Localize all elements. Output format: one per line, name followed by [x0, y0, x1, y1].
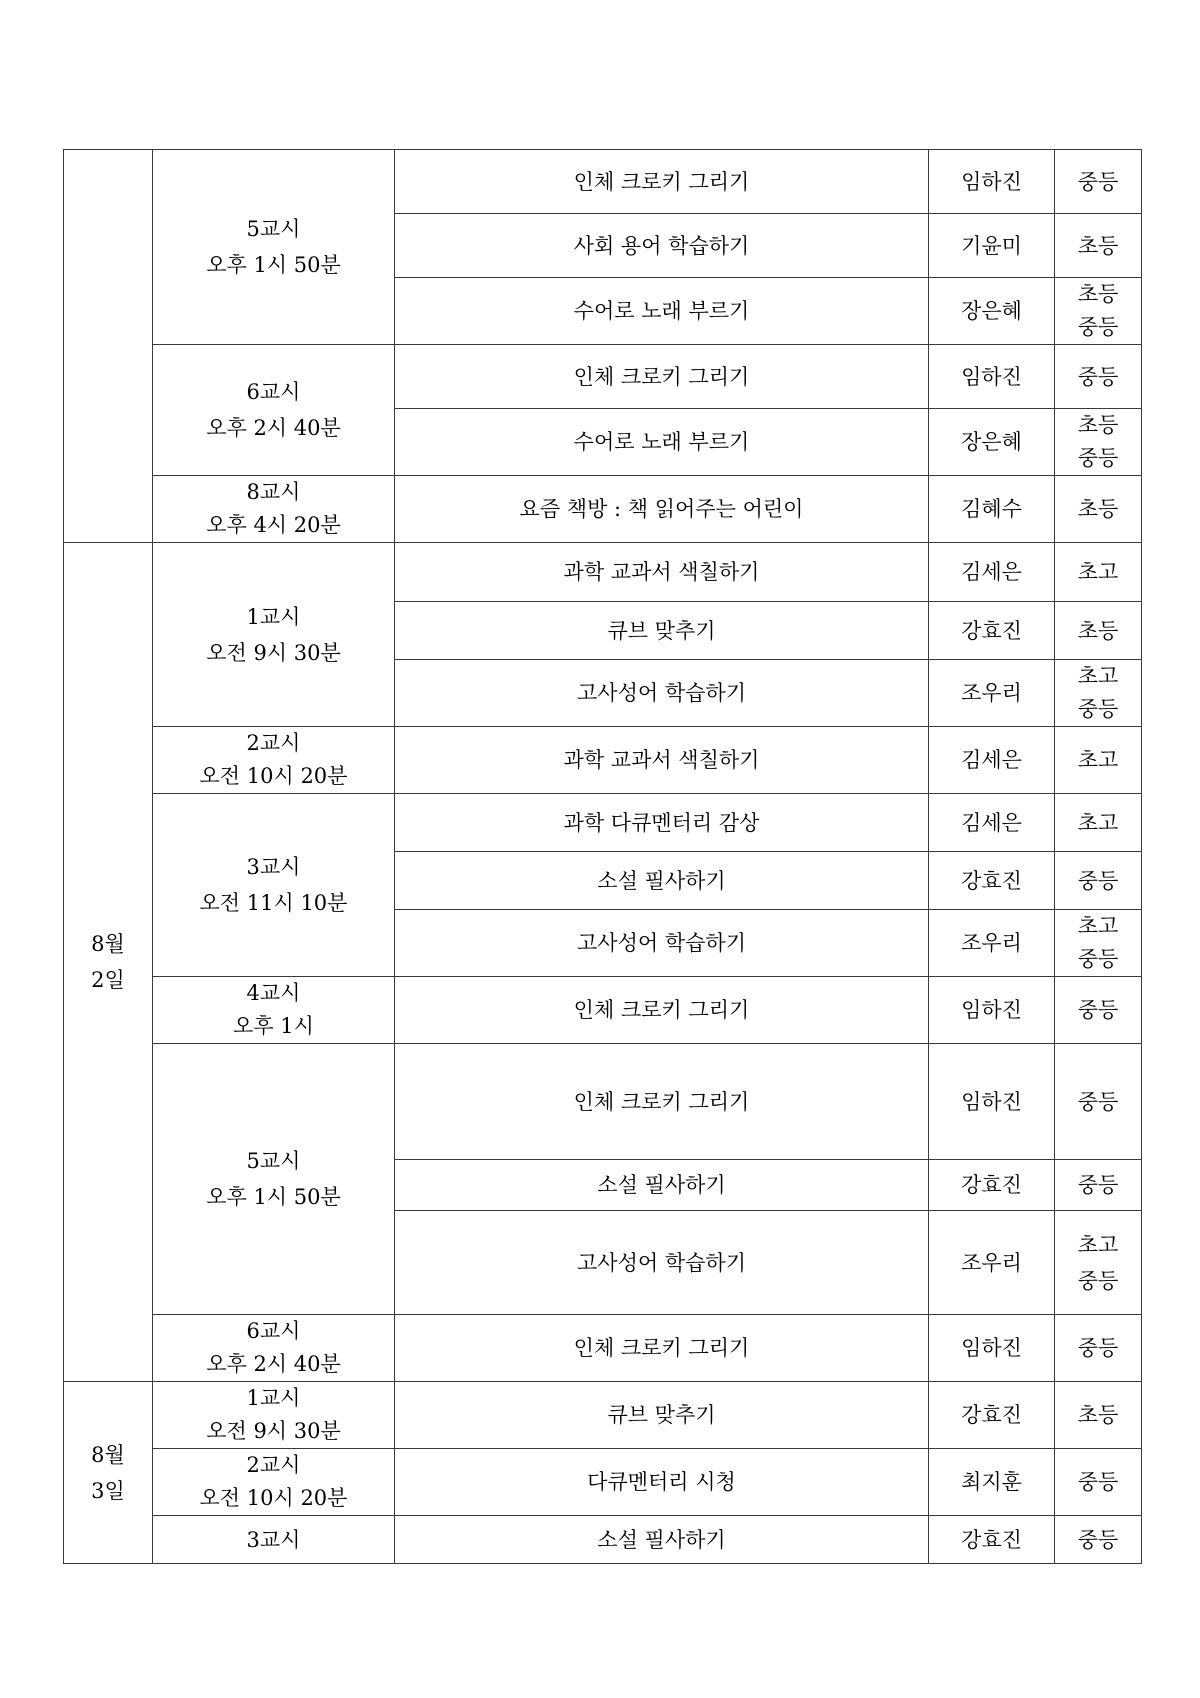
period-cell — [153, 1315, 395, 1382]
course-cell: 고사성어 학습하기 — [395, 910, 929, 977]
period-time: 오후 1시 50분 — [206, 1185, 341, 1209]
level-cell — [1055, 852, 1142, 910]
level-label: 중등 — [1077, 1173, 1119, 1197]
table-row — [64, 1315, 1142, 1382]
level-label: 초고 — [1077, 560, 1119, 584]
course-cell: 과학 다큐멘터리 감상 — [395, 794, 929, 852]
teacher-cell: 강효진 — [929, 1382, 1055, 1449]
period-label: 1교시 — [246, 604, 301, 629]
course-cell: 큐브 맞추기 — [395, 1382, 929, 1449]
period-label: 5교시 — [246, 217, 301, 241]
level-label: 초등 — [1077, 233, 1119, 258]
level-label: 초고 — [1077, 664, 1119, 688]
course-cell: 인체 크로키 그리기 — [395, 1315, 929, 1382]
level-cell — [1055, 1516, 1142, 1564]
level-cell — [1055, 910, 1142, 977]
level-label: 중등 — [1077, 169, 1119, 194]
period-cell — [153, 794, 395, 977]
level-label: 초등 — [1077, 282, 1119, 306]
teacher-cell: 강효진 — [929, 852, 1055, 910]
level-label: 초고 — [1077, 810, 1119, 835]
date-cell — [64, 150, 153, 543]
course-cell: 고사성어 학습하기 — [395, 660, 929, 727]
period-time: 오후 2시 40분 — [206, 1352, 341, 1376]
teacher-cell: 김혜수 — [929, 476, 1055, 543]
level-cell — [1055, 977, 1142, 1044]
period-time: 오후 2시 40분 — [206, 416, 341, 440]
table-row — [64, 727, 1142, 794]
level-label: 초등 — [1077, 413, 1119, 437]
period-cell — [153, 476, 395, 543]
level-cell — [1055, 543, 1142, 602]
teacher-cell: 임하진 — [929, 345, 1055, 409]
period-cell — [153, 1449, 395, 1516]
level-label: 초등 — [1077, 497, 1119, 521]
teacher-cell: 강효진 — [929, 602, 1055, 660]
level-cell — [1055, 794, 1142, 852]
period-label: 2교시 — [246, 1453, 301, 1477]
course-cell: 소설 필사하기 — [395, 852, 929, 910]
table-row — [64, 977, 1142, 1044]
date-month: 8월 — [91, 932, 125, 956]
level-cell — [1055, 1160, 1142, 1211]
course-cell: 인체 크로키 그리기 — [395, 150, 929, 214]
period-time: 오후 1시 — [233, 1014, 314, 1038]
period-label: 2교시 — [246, 731, 301, 755]
level-label: 초등 — [1077, 1403, 1119, 1427]
period-time: 오후 1시 50분 — [206, 253, 341, 277]
teacher-cell: 임하진 — [929, 977, 1055, 1044]
period-label: 4교시 — [246, 981, 301, 1005]
level-cell — [1055, 1044, 1142, 1160]
period-label: 6교시 — [246, 380, 301, 404]
course-cell: 소설 필사하기 — [395, 1516, 929, 1564]
table-row — [64, 794, 1142, 852]
date-cell — [64, 543, 153, 1382]
course-cell: 인체 크로키 그리기 — [395, 1044, 929, 1160]
level-cell — [1055, 1449, 1142, 1516]
course-cell: 인체 크로키 그리기 — [395, 977, 929, 1044]
level-cell — [1055, 476, 1142, 543]
level-label: 초고 — [1077, 748, 1119, 772]
table-row — [64, 1516, 1142, 1564]
course-cell: 다큐멘터리 시청 — [395, 1449, 929, 1516]
level-cell — [1055, 1315, 1142, 1382]
period-time: 오전 9시 30분 — [206, 1419, 341, 1443]
level-label: 중등 — [1077, 1268, 1119, 1293]
period-label: 3교시 — [246, 1527, 301, 1552]
level-cell — [1055, 1382, 1142, 1449]
teacher-cell: 조우리 — [929, 660, 1055, 727]
period-label: 8교시 — [246, 480, 301, 504]
schedule-table — [63, 149, 1142, 1564]
period-time: 오전 10시 20분 — [199, 764, 348, 788]
period-cell — [153, 977, 395, 1044]
level-label: 중등 — [1077, 1470, 1119, 1494]
level-label: 중등 — [1077, 868, 1119, 893]
table-row — [64, 345, 1142, 409]
period-label: 3교시 — [246, 855, 301, 879]
period-cell — [153, 345, 395, 476]
period-time: 오전 11시 10분 — [199, 891, 348, 915]
level-cell — [1055, 278, 1142, 345]
table-row — [64, 1044, 1142, 1160]
level-label: 중등 — [1077, 697, 1119, 721]
period-label: 5교시 — [246, 1149, 301, 1173]
date-cell — [64, 1382, 153, 1564]
date-day: 2일 — [91, 968, 125, 992]
level-cell — [1055, 1211, 1142, 1315]
level-cell — [1055, 214, 1142, 278]
teacher-cell: 임하진 — [929, 1044, 1055, 1160]
table-row — [64, 543, 1142, 602]
teacher-cell: 장은혜 — [929, 278, 1055, 345]
table-row — [64, 1449, 1142, 1516]
teacher-cell: 김세은 — [929, 543, 1055, 602]
period-time: 오후 4시 20분 — [206, 513, 341, 537]
teacher-cell: 김세은 — [929, 727, 1055, 794]
period-cell — [153, 1044, 395, 1315]
period-cell — [153, 1382, 395, 1449]
level-cell — [1055, 727, 1142, 794]
level-label: 초등 — [1077, 618, 1119, 643]
teacher-cell: 조우리 — [929, 1211, 1055, 1315]
course-cell: 요즘 책방 : 책 읽어주는 어린이 — [395, 476, 929, 543]
period-cell — [153, 1516, 395, 1564]
level-label: 초고 — [1077, 1232, 1119, 1257]
course-cell: 과학 교과서 색칠하기 — [395, 543, 929, 602]
period-time: 오전 10시 20분 — [199, 1486, 348, 1510]
course-cell: 소설 필사하기 — [395, 1160, 929, 1211]
course-cell: 수어로 노래 부르기 — [395, 409, 929, 476]
level-label: 중등 — [1077, 315, 1119, 339]
period-cell — [153, 150, 395, 345]
date-day: 3일 — [91, 1478, 125, 1503]
level-cell — [1055, 660, 1142, 727]
teacher-cell: 강효진 — [929, 1160, 1055, 1211]
teacher-cell: 강효진 — [929, 1516, 1055, 1564]
course-cell: 수어로 노래 부르기 — [395, 278, 929, 345]
teacher-cell: 임하진 — [929, 1315, 1055, 1382]
course-cell: 과학 교과서 색칠하기 — [395, 727, 929, 794]
level-label: 중등 — [1077, 1089, 1119, 1114]
course-cell: 큐브 맞추기 — [395, 602, 929, 660]
course-cell: 인체 크로키 그리기 — [395, 345, 929, 409]
level-cell — [1055, 409, 1142, 476]
level-label: 중등 — [1077, 1336, 1119, 1360]
level-label: 초고 — [1077, 914, 1119, 938]
level-label: 중등 — [1077, 446, 1119, 470]
period-time: 오전 9시 30분 — [206, 640, 341, 665]
period-label: 6교시 — [246, 1319, 301, 1343]
period-label: 1교시 — [246, 1386, 301, 1410]
level-label: 중등 — [1077, 364, 1119, 389]
teacher-cell: 최지훈 — [929, 1449, 1055, 1516]
level-cell — [1055, 150, 1142, 214]
level-cell — [1055, 602, 1142, 660]
teacher-cell: 기윤미 — [929, 214, 1055, 278]
table-row — [64, 1382, 1142, 1449]
date-month: 8월 — [91, 1442, 125, 1467]
period-cell — [153, 543, 395, 727]
teacher-cell: 조우리 — [929, 910, 1055, 977]
course-cell: 고사성어 학습하기 — [395, 1211, 929, 1315]
teacher-cell: 김세은 — [929, 794, 1055, 852]
table-row — [64, 150, 1142, 214]
period-cell — [153, 727, 395, 794]
level-label: 중등 — [1077, 947, 1119, 971]
teacher-cell: 임하진 — [929, 150, 1055, 214]
teacher-cell: 장은혜 — [929, 409, 1055, 476]
level-cell — [1055, 345, 1142, 409]
level-label: 중등 — [1077, 998, 1119, 1022]
table-row — [64, 476, 1142, 543]
level-label: 중등 — [1077, 1527, 1119, 1552]
course-cell: 사회 용어 학습하기 — [395, 214, 929, 278]
